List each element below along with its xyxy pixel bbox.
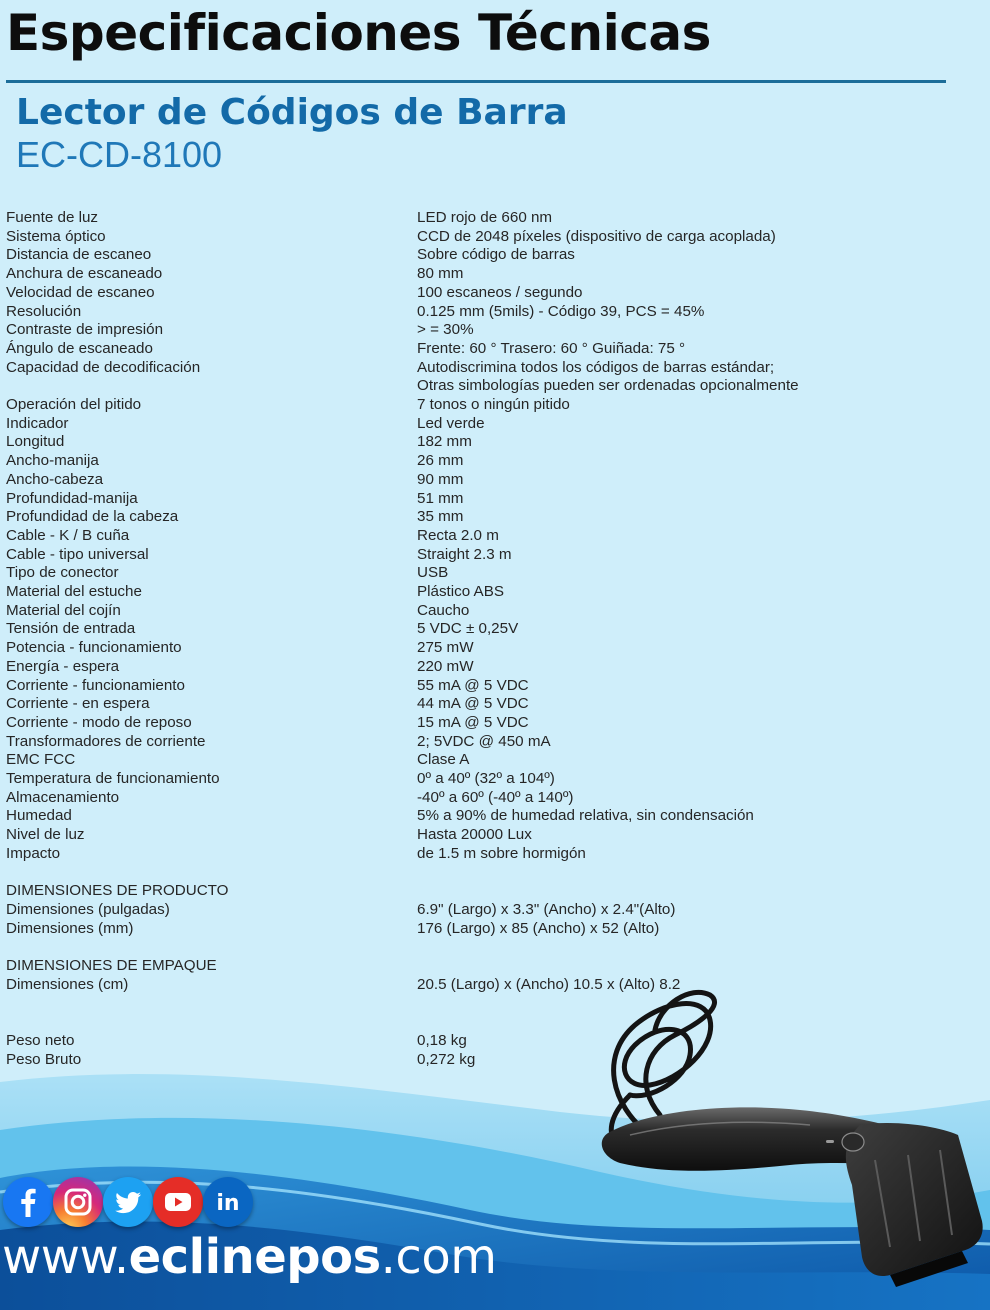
svg-text:in: in — [216, 1191, 240, 1216]
spec-value: 220 mW — [417, 657, 474, 675]
youtube-icon[interactable] — [153, 1177, 203, 1227]
page-title: Especificaciones Técnicas — [6, 4, 711, 62]
spec-label: Tensión de entrada — [6, 620, 136, 638]
spec-label: Dimensiones (pulgadas) — [6, 900, 170, 918]
spec-value: 182 mm — [417, 433, 472, 451]
spec-label: Dimensiones (mm) — [6, 919, 134, 937]
spec-label: Cable - tipo universal — [6, 545, 149, 563]
spec-value: 0º a 40º (32º a 104º) — [417, 770, 555, 787]
spec-value: 80 mm — [417, 265, 464, 283]
spec-value: 7 tonos o ningún pitido — [417, 396, 570, 413]
spec-label: Ángulo de escaneado — [6, 339, 153, 357]
spec-value: 0.125 mm (5mils) - Código 39, PCS = 45% — [417, 302, 705, 320]
spec-value: Straight 2.3 m — [417, 545, 512, 563]
facebook-icon[interactable] — [3, 1177, 53, 1227]
spec-value: 5% a 90% de humedad relativa, sin condensación — [417, 807, 754, 825]
spec-value: Hasta 20000 Lux — [417, 826, 532, 844]
website-prefix: www. — [2, 1229, 129, 1285]
website-suffix: .com — [380, 1229, 497, 1285]
product-model: EC-CD-8100 — [16, 134, 223, 175]
spec-label: Cable - K / B cuña — [6, 526, 130, 544]
spec-label: Operación del pitido — [6, 396, 142, 413]
spec-value: Autodiscrimina todos los códigos de barras estándar; — [417, 358, 775, 376]
spec-value: LED rojo de 660 nm — [417, 209, 553, 226]
spec-value: -40º a 60º (-40º a 140º) — [417, 788, 574, 806]
spec-value: Led verde — [417, 414, 485, 432]
spec-label: Capacidad de decodificación — [6, 358, 201, 376]
spec-value: 26 mm — [417, 452, 464, 470]
spec-label: Ancho-cabeza — [6, 470, 104, 488]
spec-value: CCD de 2048 píxeles (dispositivo de carga acoplada) — [417, 227, 776, 245]
spec-label: Corriente - modo de reposo — [6, 713, 192, 731]
spec-label: Dimensiones (cm) — [6, 975, 129, 993]
twitter-icon[interactable] — [103, 1177, 153, 1227]
spec-value: > = 30% — [417, 321, 474, 339]
spec-value: 51 mm — [417, 489, 464, 507]
spec-value: 15 mA @ 5 VDC — [417, 713, 529, 731]
section-heading: DIMENSIONES DE EMPAQUE — [6, 957, 217, 974]
spec-value: Otras simbologías pueden ser ordenadas opcionalmente — [417, 377, 799, 395]
spec-label: Ancho-manija — [6, 452, 99, 470]
spec-label: Sistema óptico — [6, 227, 106, 245]
spec-value: 2; 5VDC @ 450 mA — [417, 732, 551, 750]
spec-value: 44 mA @ 5 VDC — [417, 695, 529, 713]
spec-value: 90 mm — [417, 470, 464, 488]
spec-value: 0,272 kg — [417, 1050, 476, 1068]
spec-value: Caucho — [417, 601, 470, 619]
barcode-scanner-image — [590, 985, 990, 1295]
website-url[interactable] — [2, 1229, 496, 1285]
spec-label: Corriente - en espera — [6, 695, 150, 713]
spec-value: Frente: 60 ° Trasero: 60 ° Guiñada: 75 ° — [417, 339, 686, 357]
spec-label: Material del estuche — [6, 583, 142, 600]
spec-value: Sobre código de barras — [417, 246, 575, 264]
spec-value: Plástico ABS — [417, 583, 504, 600]
spec-label: Indicador — [6, 414, 69, 432]
website-brand: eclinepos — [128, 1229, 381, 1285]
spec-label: Profundidad de la cabeza — [6, 508, 179, 526]
spec-label: Material del cojín — [6, 601, 121, 619]
spec-value: Clase A — [417, 751, 470, 769]
spec-label: Resolución — [6, 302, 82, 320]
linkedin-icon[interactable] — [203, 1177, 253, 1227]
spec-label: Tipo de conector — [6, 564, 119, 582]
spec-label: Distancia de escaneo — [6, 246, 152, 264]
spec-value: 6.9" (Largo) x 3.3" (Ancho) x 2.4"(Alto) — [417, 900, 676, 918]
spec-label: Peso neto — [6, 1031, 75, 1049]
title-divider — [6, 80, 946, 83]
spec-label: Transformadores de corriente — [6, 732, 206, 750]
spec-value: 176 (Largo) x 85 (Ancho) x 52 (Alto) — [417, 919, 660, 937]
product-name: Lector de Códigos de Barra — [16, 92, 568, 133]
spec-label: Potencia - funcionamiento — [6, 639, 182, 657]
spec-label: Energía - espera — [6, 657, 120, 675]
spec-label: Longitud — [6, 433, 65, 451]
spec-label: Almacenamiento — [6, 788, 120, 806]
spec-label: Temperatura de funcionamiento — [6, 770, 220, 787]
instagram-icon[interactable] — [53, 1177, 103, 1227]
spec-value: Recta 2.0 m — [417, 526, 499, 544]
spec-value: 0,18 kg — [417, 1031, 467, 1049]
spec-value: de 1.5 m sobre hormigón — [417, 844, 586, 862]
spec-label: Velocidad de escaneo — [6, 283, 155, 301]
spec-label: Peso Bruto — [6, 1050, 82, 1068]
spec-label: Impacto — [6, 844, 61, 862]
spec-value: 55 mA @ 5 VDC — [417, 676, 529, 694]
spec-value: 100 escaneos / segundo — [417, 283, 583, 301]
spec-label: Profundidad-manija — [6, 489, 138, 507]
spec-label: Nivel de luz — [6, 826, 85, 844]
spec-value: 275 mW — [417, 639, 474, 657]
spec-label: Contraste de impresión — [6, 321, 164, 339]
spec-label: Fuente de luz — [6, 209, 99, 226]
spec-label: Anchura de escaneado — [6, 265, 163, 283]
spec-value: 35 mm — [417, 508, 464, 526]
spec-value: USB — [417, 564, 449, 582]
spec-label: Corriente - funcionamiento — [6, 676, 185, 694]
spec-value: 20.5 (Largo) x (Ancho) 10.5 x (Alto) 8.2 — [417, 975, 681, 993]
spec-value: 5 VDC ± 0,25V — [417, 620, 519, 638]
spec-label: EMC FCC — [6, 751, 76, 769]
spec-label: Humedad — [6, 807, 72, 825]
section-heading: DIMENSIONES DE PRODUCTO — [6, 882, 229, 900]
